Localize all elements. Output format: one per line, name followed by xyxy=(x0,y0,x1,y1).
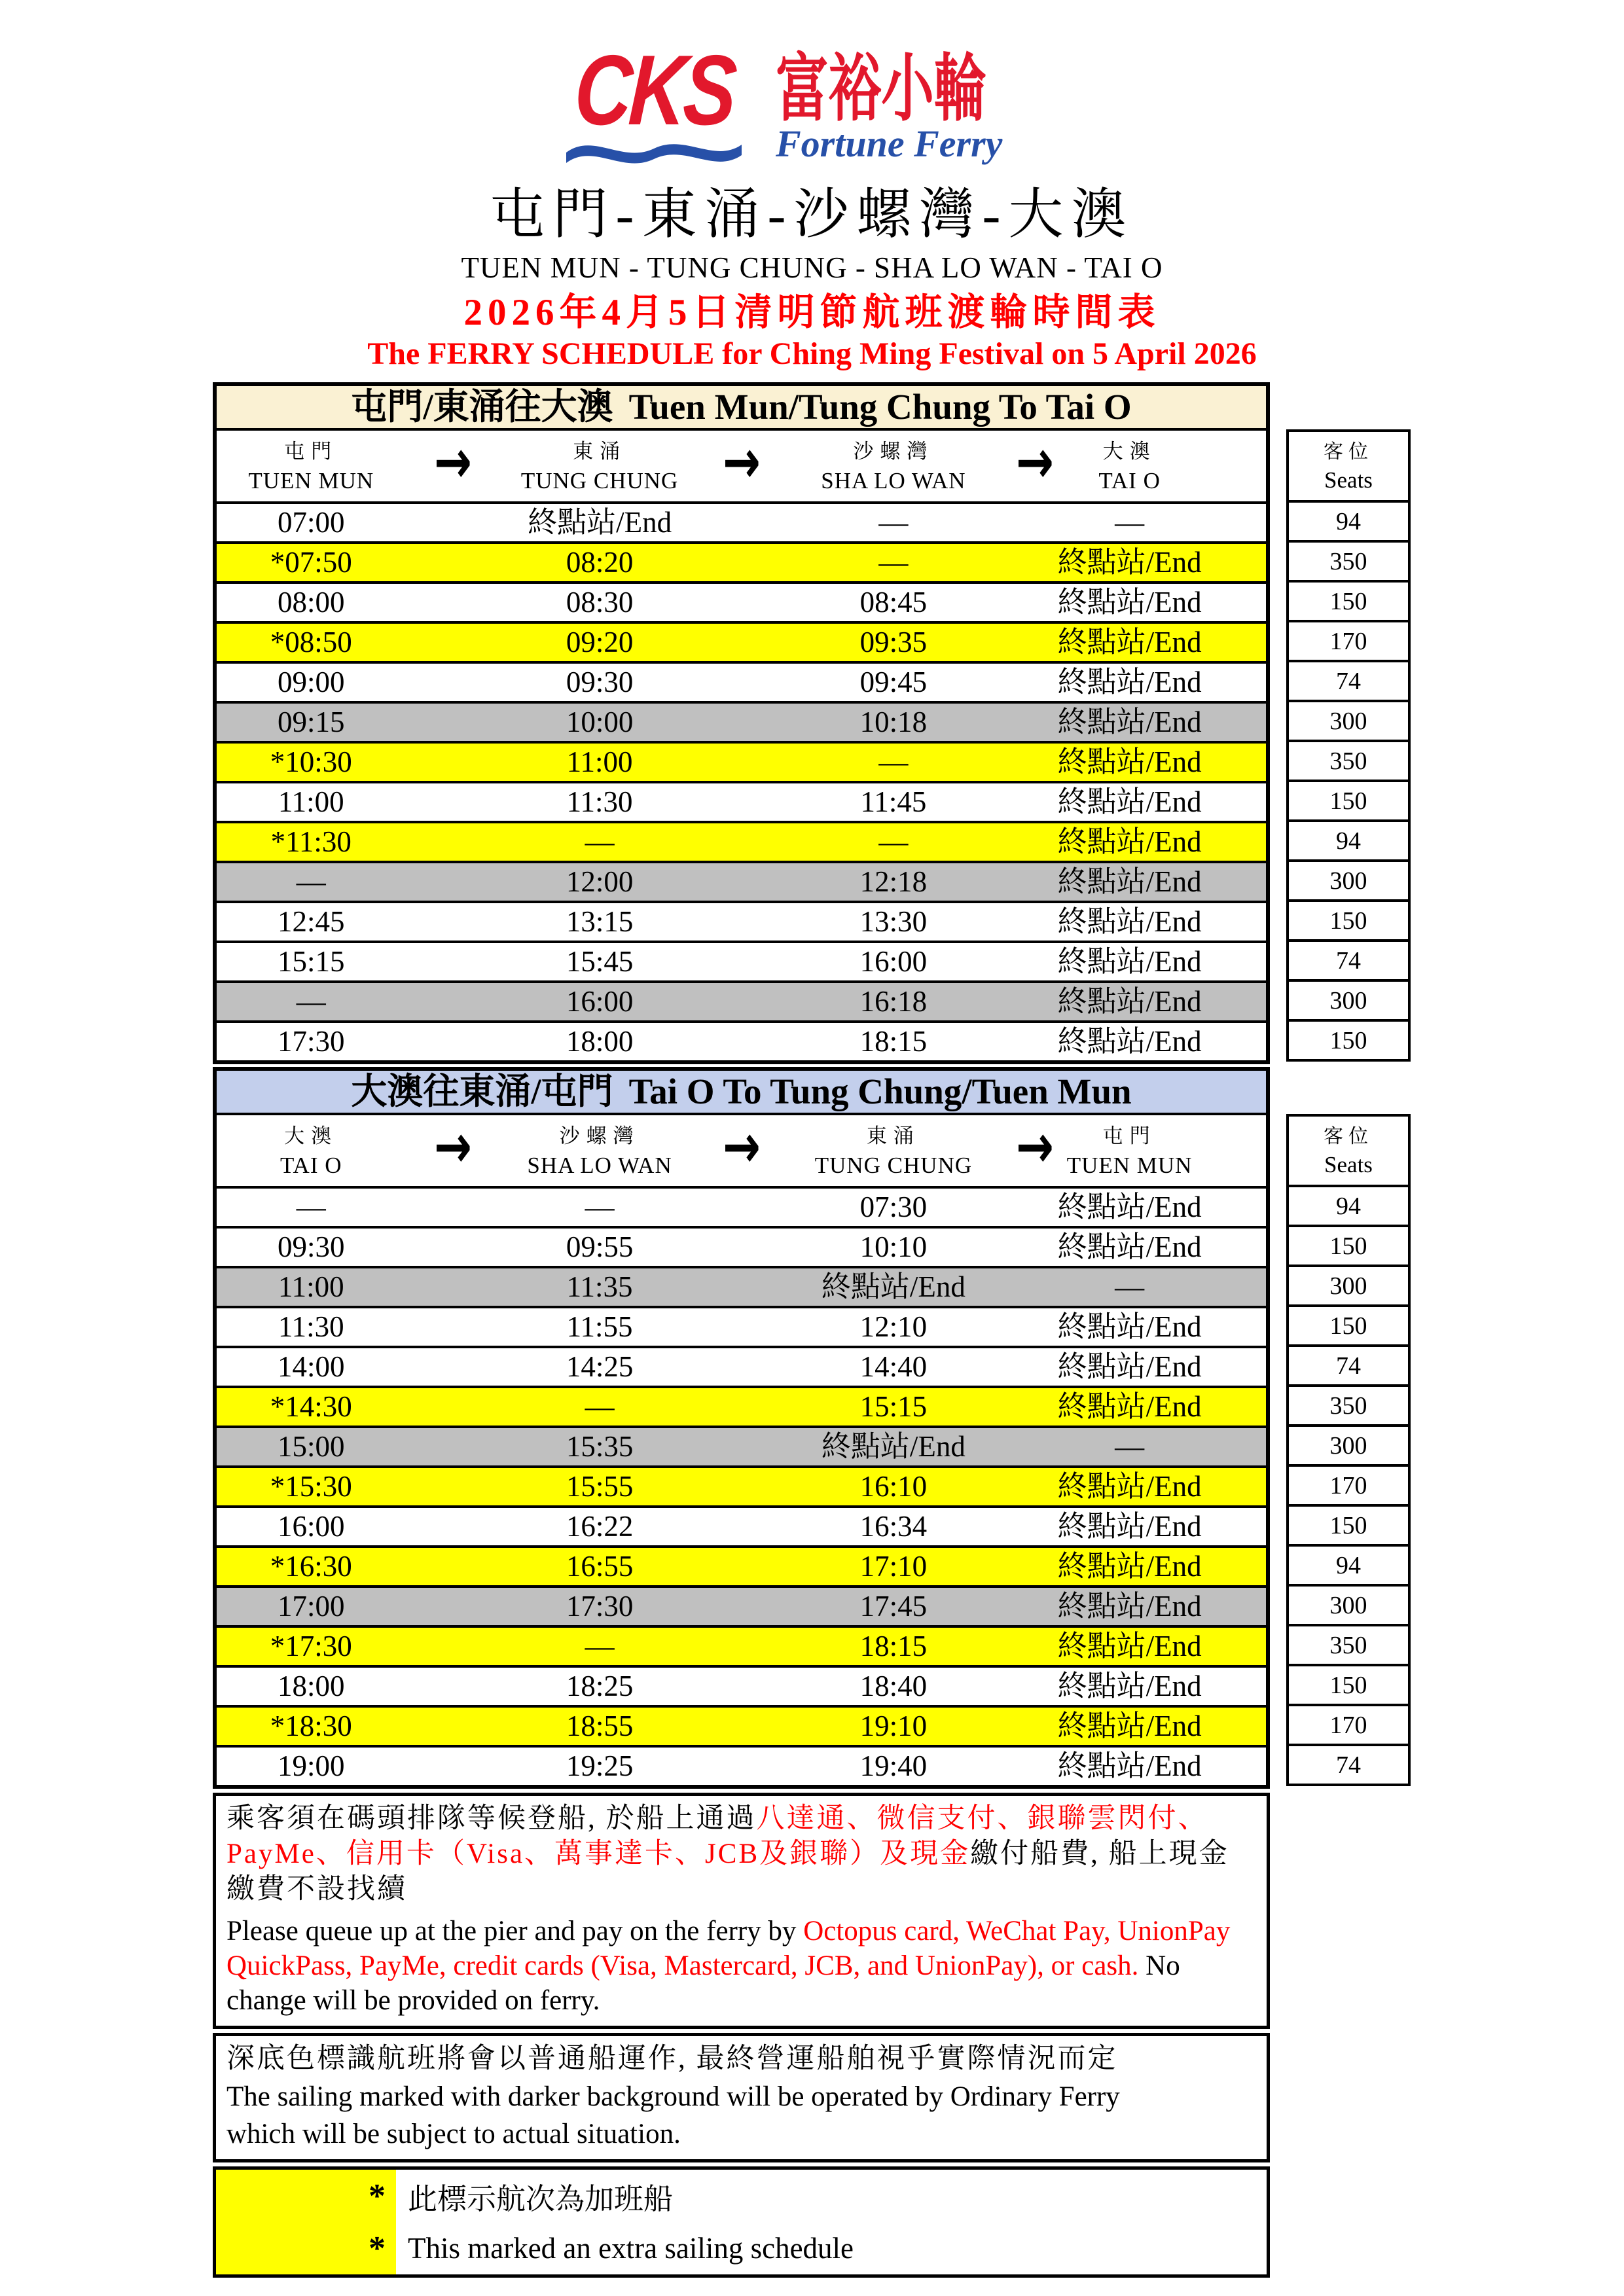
schedule-rows xyxy=(217,501,1266,1060)
seats-header-en: Seats xyxy=(1324,1152,1373,1177)
seats-cell: 94 xyxy=(1289,500,1408,540)
fortune-ferry-logo xyxy=(0,35,1624,175)
schedule-row xyxy=(217,901,1266,941)
schedule-row xyxy=(217,1505,1266,1545)
seats-table xyxy=(1286,1114,1411,1786)
schedule-row xyxy=(217,821,1266,861)
schedule-cell: 終點站/End xyxy=(1057,1710,1202,1742)
main-schedule-table xyxy=(213,1067,1270,1789)
schedule-cell: 10:00 xyxy=(566,706,634,738)
schedule-cell: 15:15 xyxy=(859,1390,928,1423)
schedule-cell: 18:40 xyxy=(859,1670,928,1702)
seats-rows xyxy=(1289,1185,1408,1784)
schedule-cell: 終點站/End xyxy=(1057,1510,1202,1543)
seats-cell: 94 xyxy=(1289,1544,1408,1584)
schedule-row xyxy=(217,1020,1266,1060)
seats-cell: 300 xyxy=(1289,700,1408,740)
schedule-row xyxy=(217,1386,1266,1426)
schedule-cell: *07:50 xyxy=(270,546,352,579)
schedule-cell: 16:18 xyxy=(859,985,928,1018)
seats-table xyxy=(1286,429,1411,1062)
seats-cell: 150 xyxy=(1289,1304,1408,1344)
schedule-row xyxy=(217,1346,1266,1386)
schedule-row xyxy=(217,1186,1266,1226)
schedule-cell: 09:15 xyxy=(278,706,345,738)
schedule-cell: 19:25 xyxy=(566,1749,634,1782)
schedule-cell: 19:10 xyxy=(859,1710,928,1742)
schedule-cell: 12:10 xyxy=(859,1310,928,1343)
schedule-cell: *17:30 xyxy=(270,1630,352,1662)
schedule-cell: 終點站/End xyxy=(821,1430,965,1463)
seats-column xyxy=(1286,382,1411,1062)
station-name-en: SHA LO WAN xyxy=(821,468,966,493)
schedule-cell: *16:30 xyxy=(270,1550,352,1583)
schedule-row xyxy=(217,1585,1266,1625)
seats-cell: 350 xyxy=(1289,1384,1408,1424)
schedule-cell: *15:30 xyxy=(270,1470,352,1503)
station-name-en: TUNG CHUNG xyxy=(814,1153,973,1178)
schedule-cell: *14:30 xyxy=(270,1390,352,1423)
payment-note-en xyxy=(226,1914,1256,2018)
schedule-cell: 終點站/End xyxy=(1057,945,1202,978)
schedule-cell: 17:30 xyxy=(278,1025,345,1058)
route-title-zh: 屯門-東涌-沙螺灣-大澳 xyxy=(490,185,1134,245)
seats-rows xyxy=(1289,500,1408,1059)
seats-cell: 170 xyxy=(1289,620,1408,660)
schedule-row xyxy=(217,980,1266,1020)
schedule-row xyxy=(217,541,1266,581)
seats-cell: 74 xyxy=(1289,1344,1408,1384)
schedule-row xyxy=(217,1705,1266,1745)
extra-sailing-note xyxy=(213,2166,1270,2278)
section-title-en: Tai O To Tung Chung/Tuen Mun xyxy=(628,1071,1132,1111)
seats-cell: 150 xyxy=(1289,780,1408,819)
logo-right-block xyxy=(775,45,1069,165)
schedule-cell: 08:00 xyxy=(278,586,345,619)
right-arrow-icon: → xyxy=(722,427,761,497)
ordinary-ferry-note xyxy=(213,2033,1270,2162)
station-name-zh: 東涌 xyxy=(573,440,627,463)
schedule-cell: 終點站/End xyxy=(1057,1590,1202,1623)
station-name-zh: 沙螺灣 xyxy=(559,1124,640,1147)
schedule-cell: — xyxy=(585,1191,615,1223)
schedule-row xyxy=(217,1465,1266,1505)
schedule-cell: 16:22 xyxy=(566,1510,634,1543)
station-header xyxy=(217,431,406,501)
ordinary-note-zh: 深底色標識航班將會以普通船運作, 最終營運船舶視乎實際情況而定 xyxy=(226,2043,1118,2074)
seats-cell: 150 xyxy=(1289,899,1408,939)
section-title-zh: 屯門/東涌往大澳 xyxy=(351,387,613,427)
schedule-cell: 18:55 xyxy=(566,1710,634,1742)
schedule-cell: 17:45 xyxy=(859,1590,928,1623)
payment-note xyxy=(213,1793,1270,2029)
schedule-cell: 11:45 xyxy=(860,785,927,818)
schedule-row xyxy=(217,1226,1266,1266)
schedule-cell: 16:10 xyxy=(859,1470,928,1503)
seats-cell: 74 xyxy=(1289,660,1408,700)
seats-cell: 94 xyxy=(1289,1185,1408,1225)
schedule-cell: 08:30 xyxy=(566,586,634,619)
schedule-cell: — xyxy=(878,506,909,539)
seats-cell: 74 xyxy=(1289,939,1408,979)
note-segment: No change will be provided on ferry. xyxy=(226,1950,1180,2016)
seats-cell: 150 xyxy=(1289,1019,1408,1059)
schedule-cell: 08:45 xyxy=(859,586,928,619)
schedule-cell: 14:00 xyxy=(278,1350,345,1383)
schedule-title-zh: 2026年4月5日清明節航班渡輪時間表 xyxy=(463,292,1161,333)
schedule-cell: 終點站/End xyxy=(528,506,672,539)
schedule-cell: 10:10 xyxy=(859,1230,928,1263)
schedule-cell: 終點站/End xyxy=(1057,1670,1202,1702)
schedule-cell: 11:00 xyxy=(566,745,633,778)
schedule-cell: 終點站/End xyxy=(1057,985,1202,1018)
seats-cell: 74 xyxy=(1289,1744,1408,1784)
asterisk-marker: * xyxy=(369,2177,386,2215)
seats-cell: 150 xyxy=(1289,1225,1408,1265)
logo-left-block xyxy=(555,35,753,165)
schedule-cell: 15:15 xyxy=(278,945,345,978)
station-name-zh: 屯門 xyxy=(284,440,338,463)
station-name-zh: 東涌 xyxy=(866,1124,920,1147)
schedule-row xyxy=(217,661,1266,701)
schedule-cell: — xyxy=(585,825,615,858)
seats-header-en: Seats xyxy=(1324,467,1373,493)
station-header-cell xyxy=(794,431,994,501)
seats-cell: 350 xyxy=(1289,740,1408,780)
schedule-cell: 16:00 xyxy=(859,945,928,978)
schedule-cell: 終點站/End xyxy=(1057,745,1202,778)
seats-header-zh: 客位 xyxy=(1324,1126,1373,1147)
schedule-cell: 11:35 xyxy=(566,1270,633,1303)
ordinary-note-en-line1: The sailing marked with darker background will be operated by Ordinary Ferry xyxy=(226,2081,1120,2112)
schedule-cell: 16:34 xyxy=(859,1510,928,1543)
schedule-cell: 14:40 xyxy=(859,1350,928,1383)
schedule-cell: 終點站/End xyxy=(1057,785,1202,818)
column-header-row xyxy=(217,427,1266,501)
schedule-cell: 終點站/End xyxy=(1057,905,1202,938)
payment-note-zh xyxy=(226,1801,1256,1907)
main-schedule-table xyxy=(213,382,1270,1064)
column-header-row xyxy=(217,1111,1266,1186)
schedule-cell: 09:55 xyxy=(566,1230,634,1263)
schedule-cell: 終點站/End xyxy=(1057,1191,1202,1223)
station-header-cell xyxy=(794,1115,994,1186)
schedule-row xyxy=(217,1665,1266,1705)
schedule-cell: 15:35 xyxy=(566,1430,634,1463)
schedule-cell: 19:40 xyxy=(859,1749,928,1782)
note-segment: 乘客須在碼頭排隊等候登船, 於船上通過 xyxy=(226,1803,757,1834)
schedule-cell: 12:18 xyxy=(859,865,928,898)
schedule-cell: *10:30 xyxy=(270,745,352,778)
ordinary-note-en-line2: which will be subject to actual situation. xyxy=(226,2119,681,2149)
schedule-cell: 終點站/End xyxy=(1057,1350,1202,1383)
section-title-en: Tuen Mun/Tung Chung To Tai O xyxy=(628,387,1132,427)
schedule-cell: 終點站/End xyxy=(1057,1230,1202,1263)
schedule-cell: 13:30 xyxy=(859,905,928,938)
extra-note-en: This marked an extra sailing schedule xyxy=(408,2232,854,2265)
logo-english-name: Fortune Ferry xyxy=(775,122,1003,165)
schedule-cell: 10:18 xyxy=(859,706,928,738)
schedule-cell: 終點站/End xyxy=(1057,1749,1202,1782)
schedule-cell: *08:50 xyxy=(270,626,352,658)
schedule-cell: 終點站/End xyxy=(1057,1630,1202,1662)
note-segment: Octopus card, WeChat Pay, UnionPay QuickPass, PayMe, credit cards (Visa, Mastercard, JCB, and UnionPay), or cash. xyxy=(226,1916,1231,1981)
schedule-cell: 18:25 xyxy=(566,1670,634,1702)
schedule-cell: 09:00 xyxy=(278,666,345,698)
seats-cell: 300 xyxy=(1289,1265,1408,1304)
schedule-row xyxy=(217,781,1266,821)
section-header-bar xyxy=(217,1071,1266,1115)
schedule-cell: — xyxy=(296,985,326,1018)
schedule-row xyxy=(217,1745,1266,1785)
schedule-cell: 終點站/End xyxy=(1057,706,1202,738)
right-arrow-icon: → xyxy=(1016,427,1055,497)
seats-cell: 170 xyxy=(1289,1704,1408,1744)
schedule-title-en: The FERRY SCHEDULE for Ching Ming Festival on 5 April 2026 xyxy=(367,336,1257,371)
schedule-cell: 終點站/End xyxy=(1057,1390,1202,1423)
seats-cell: 150 xyxy=(1289,580,1408,620)
schedule-row xyxy=(217,741,1266,781)
station-name-en: TUNG CHUNG xyxy=(520,468,679,493)
schedule-cell: — xyxy=(585,1630,615,1662)
seats-cell: 300 xyxy=(1289,1584,1408,1624)
schedule-row xyxy=(217,581,1266,621)
schedule-cell: 09:30 xyxy=(278,1230,345,1263)
section-title-zh: 大澳往東涌/屯門 xyxy=(351,1071,613,1111)
asterisk-marker: * xyxy=(369,2229,386,2267)
schedule-rows xyxy=(217,1186,1266,1785)
extra-sailing-line-en xyxy=(216,2222,1267,2274)
schedule-cell: — xyxy=(1115,506,1145,539)
seats-cell: 94 xyxy=(1289,819,1408,859)
station-header-cell xyxy=(217,431,406,501)
extra-sailing-line-zh xyxy=(216,2170,1267,2222)
schedule-cell: 16:00 xyxy=(278,1510,345,1543)
seats-cell: 350 xyxy=(1289,1624,1408,1664)
station-header xyxy=(794,1115,994,1186)
seats-cell: 350 xyxy=(1289,540,1408,580)
schedule-cell: 17:00 xyxy=(278,1590,345,1623)
station-name-en: TUEN MUN xyxy=(1066,1153,1193,1178)
seats-cell: 300 xyxy=(1289,1424,1408,1464)
station-name-en: TAI O xyxy=(280,1153,342,1178)
schedule-cell: 18:00 xyxy=(566,1025,634,1058)
schedule-cell: — xyxy=(1115,1430,1145,1463)
schedule-cell: 11:30 xyxy=(278,1310,344,1343)
schedule-cell: 19:00 xyxy=(278,1749,345,1782)
note-segment: 繳付船費, 船上現金繳費不設找續 xyxy=(226,1839,1229,1905)
schedule-cell: 18:15 xyxy=(859,1025,928,1058)
seats-header xyxy=(1289,432,1408,500)
schedule-row xyxy=(217,621,1266,661)
seats-cell: 170 xyxy=(1289,1464,1408,1504)
direction-section-to-tai-o xyxy=(213,382,1624,1064)
direction-section-from-tai-o xyxy=(213,1067,1624,1789)
schedule-cell: 終點站/End xyxy=(1057,1025,1202,1058)
schedule-row xyxy=(217,1426,1266,1465)
schedule-cell: 終點站/End xyxy=(1057,626,1202,658)
yellow-highlight-swatch xyxy=(216,2222,396,2274)
masthead xyxy=(0,0,1624,372)
schedule-cell: — xyxy=(296,1191,326,1223)
station-name-zh: 大澳 xyxy=(1102,440,1157,463)
schedule-cell: 12:00 xyxy=(566,865,634,898)
schedule-cell: 終點站/End xyxy=(1057,586,1202,619)
schedule-cell: — xyxy=(878,745,909,778)
station-name-en: TUEN MUN xyxy=(248,468,374,493)
schedule-row xyxy=(217,701,1266,741)
schedule-cell: *11:30 xyxy=(270,825,352,858)
note-segment: Please queue up at the pier and pay on the ferry by xyxy=(226,1916,804,1946)
seats-cell: 150 xyxy=(1289,1664,1408,1704)
route-title-en: TUEN MUN - TUNG CHUNG - SHA LO WAN - TAI O xyxy=(461,251,1163,284)
schedule-cell: *18:30 xyxy=(270,1710,352,1742)
schedule-cell: 11:00 xyxy=(278,785,344,818)
schedule-row xyxy=(217,941,1266,980)
station-name-zh: 大澳 xyxy=(284,1124,338,1147)
schedule-cell: 18:00 xyxy=(278,1670,345,1702)
schedule-cell: 09:20 xyxy=(566,626,634,658)
schedule-cell: — xyxy=(878,825,909,858)
schedule-cell: 終點站/End xyxy=(1057,546,1202,579)
schedule-cell: — xyxy=(585,1390,615,1423)
schedule-row xyxy=(217,861,1266,901)
schedule-cell: 終點站/End xyxy=(1057,1310,1202,1343)
schedule-cell: 終點站/End xyxy=(1057,1470,1202,1503)
right-arrow-icon: → xyxy=(433,1111,472,1182)
schedule-cell: 09:30 xyxy=(566,666,634,698)
schedule-cell: 17:30 xyxy=(566,1590,634,1623)
logo-chinese-name: 富裕小輪 xyxy=(775,49,987,130)
station-name-zh: 屯門 xyxy=(1102,1124,1157,1147)
schedule-cell: 15:00 xyxy=(278,1430,345,1463)
seats-cell: 300 xyxy=(1289,859,1408,899)
station-name-zh: 沙螺灣 xyxy=(853,440,934,463)
station-header-cell xyxy=(217,1115,406,1186)
schedule-cell: 14:25 xyxy=(566,1350,634,1383)
schedule-cell: 終點站/End xyxy=(1057,825,1202,858)
schedule-cell: 11:00 xyxy=(278,1270,344,1303)
cks-logo-text: CKS xyxy=(571,35,737,146)
schedule-cell: 終點站/End xyxy=(1057,865,1202,898)
schedule-cell: — xyxy=(1115,1270,1145,1303)
seats-header-zh: 客位 xyxy=(1324,441,1373,463)
schedule-cell: 11:55 xyxy=(566,1310,633,1343)
seats-cell: 150 xyxy=(1289,1504,1408,1544)
schedule-cell: — xyxy=(296,865,326,898)
right-arrow-icon: → xyxy=(433,427,472,497)
extra-note-zh: 此標示航次為加班船 xyxy=(408,2182,674,2215)
station-name-en: SHA LO WAN xyxy=(527,1153,672,1178)
schedule-row xyxy=(217,1545,1266,1585)
schedule-cell: 18:15 xyxy=(859,1630,928,1662)
schedule-cell: 16:00 xyxy=(566,985,634,1018)
yellow-highlight-swatch xyxy=(216,2170,396,2222)
schedule-cell: 12:45 xyxy=(278,905,345,938)
schedule-cell: 13:15 xyxy=(566,905,634,938)
right-arrow-icon: → xyxy=(722,1111,761,1182)
schedule-row xyxy=(217,1266,1266,1306)
schedule-cell: 16:55 xyxy=(566,1550,634,1583)
station-header xyxy=(217,1115,406,1186)
schedule-cell: 終點站/End xyxy=(1057,666,1202,698)
station-name-en: TAI O xyxy=(1098,468,1161,493)
schedule-row xyxy=(217,501,1266,541)
section-header-bar xyxy=(217,386,1266,431)
schedule-cell: 07:00 xyxy=(278,506,345,539)
station-header xyxy=(794,431,994,501)
seats-column xyxy=(1286,1067,1411,1786)
right-arrow-icon: → xyxy=(1016,1111,1055,1182)
schedule-cell: 08:20 xyxy=(566,546,634,579)
schedule-cell: 終點站/End xyxy=(821,1270,965,1303)
schedule-cell: — xyxy=(878,546,909,579)
note-segment: 八達通、微信支付、銀聯雲閃付、PayMe、信用卡（Visa、萬事達卡、JCB及銀聯）及現金 xyxy=(226,1803,1208,1869)
schedule-cell: 17:10 xyxy=(859,1550,928,1583)
schedule-cell: 11:30 xyxy=(566,785,633,818)
schedule-cell: 終點站/End xyxy=(1057,1550,1202,1583)
seats-cell: 300 xyxy=(1289,979,1408,1019)
schedule-cell: 09:35 xyxy=(859,626,928,658)
schedule-cell: 15:55 xyxy=(566,1470,634,1503)
schedule-cell: 09:45 xyxy=(859,666,928,698)
seats-header xyxy=(1289,1117,1408,1185)
schedule-cell: 15:45 xyxy=(566,945,634,978)
schedule-cell: 07:30 xyxy=(859,1191,928,1223)
schedule-row xyxy=(217,1625,1266,1665)
schedule-row xyxy=(217,1306,1266,1346)
